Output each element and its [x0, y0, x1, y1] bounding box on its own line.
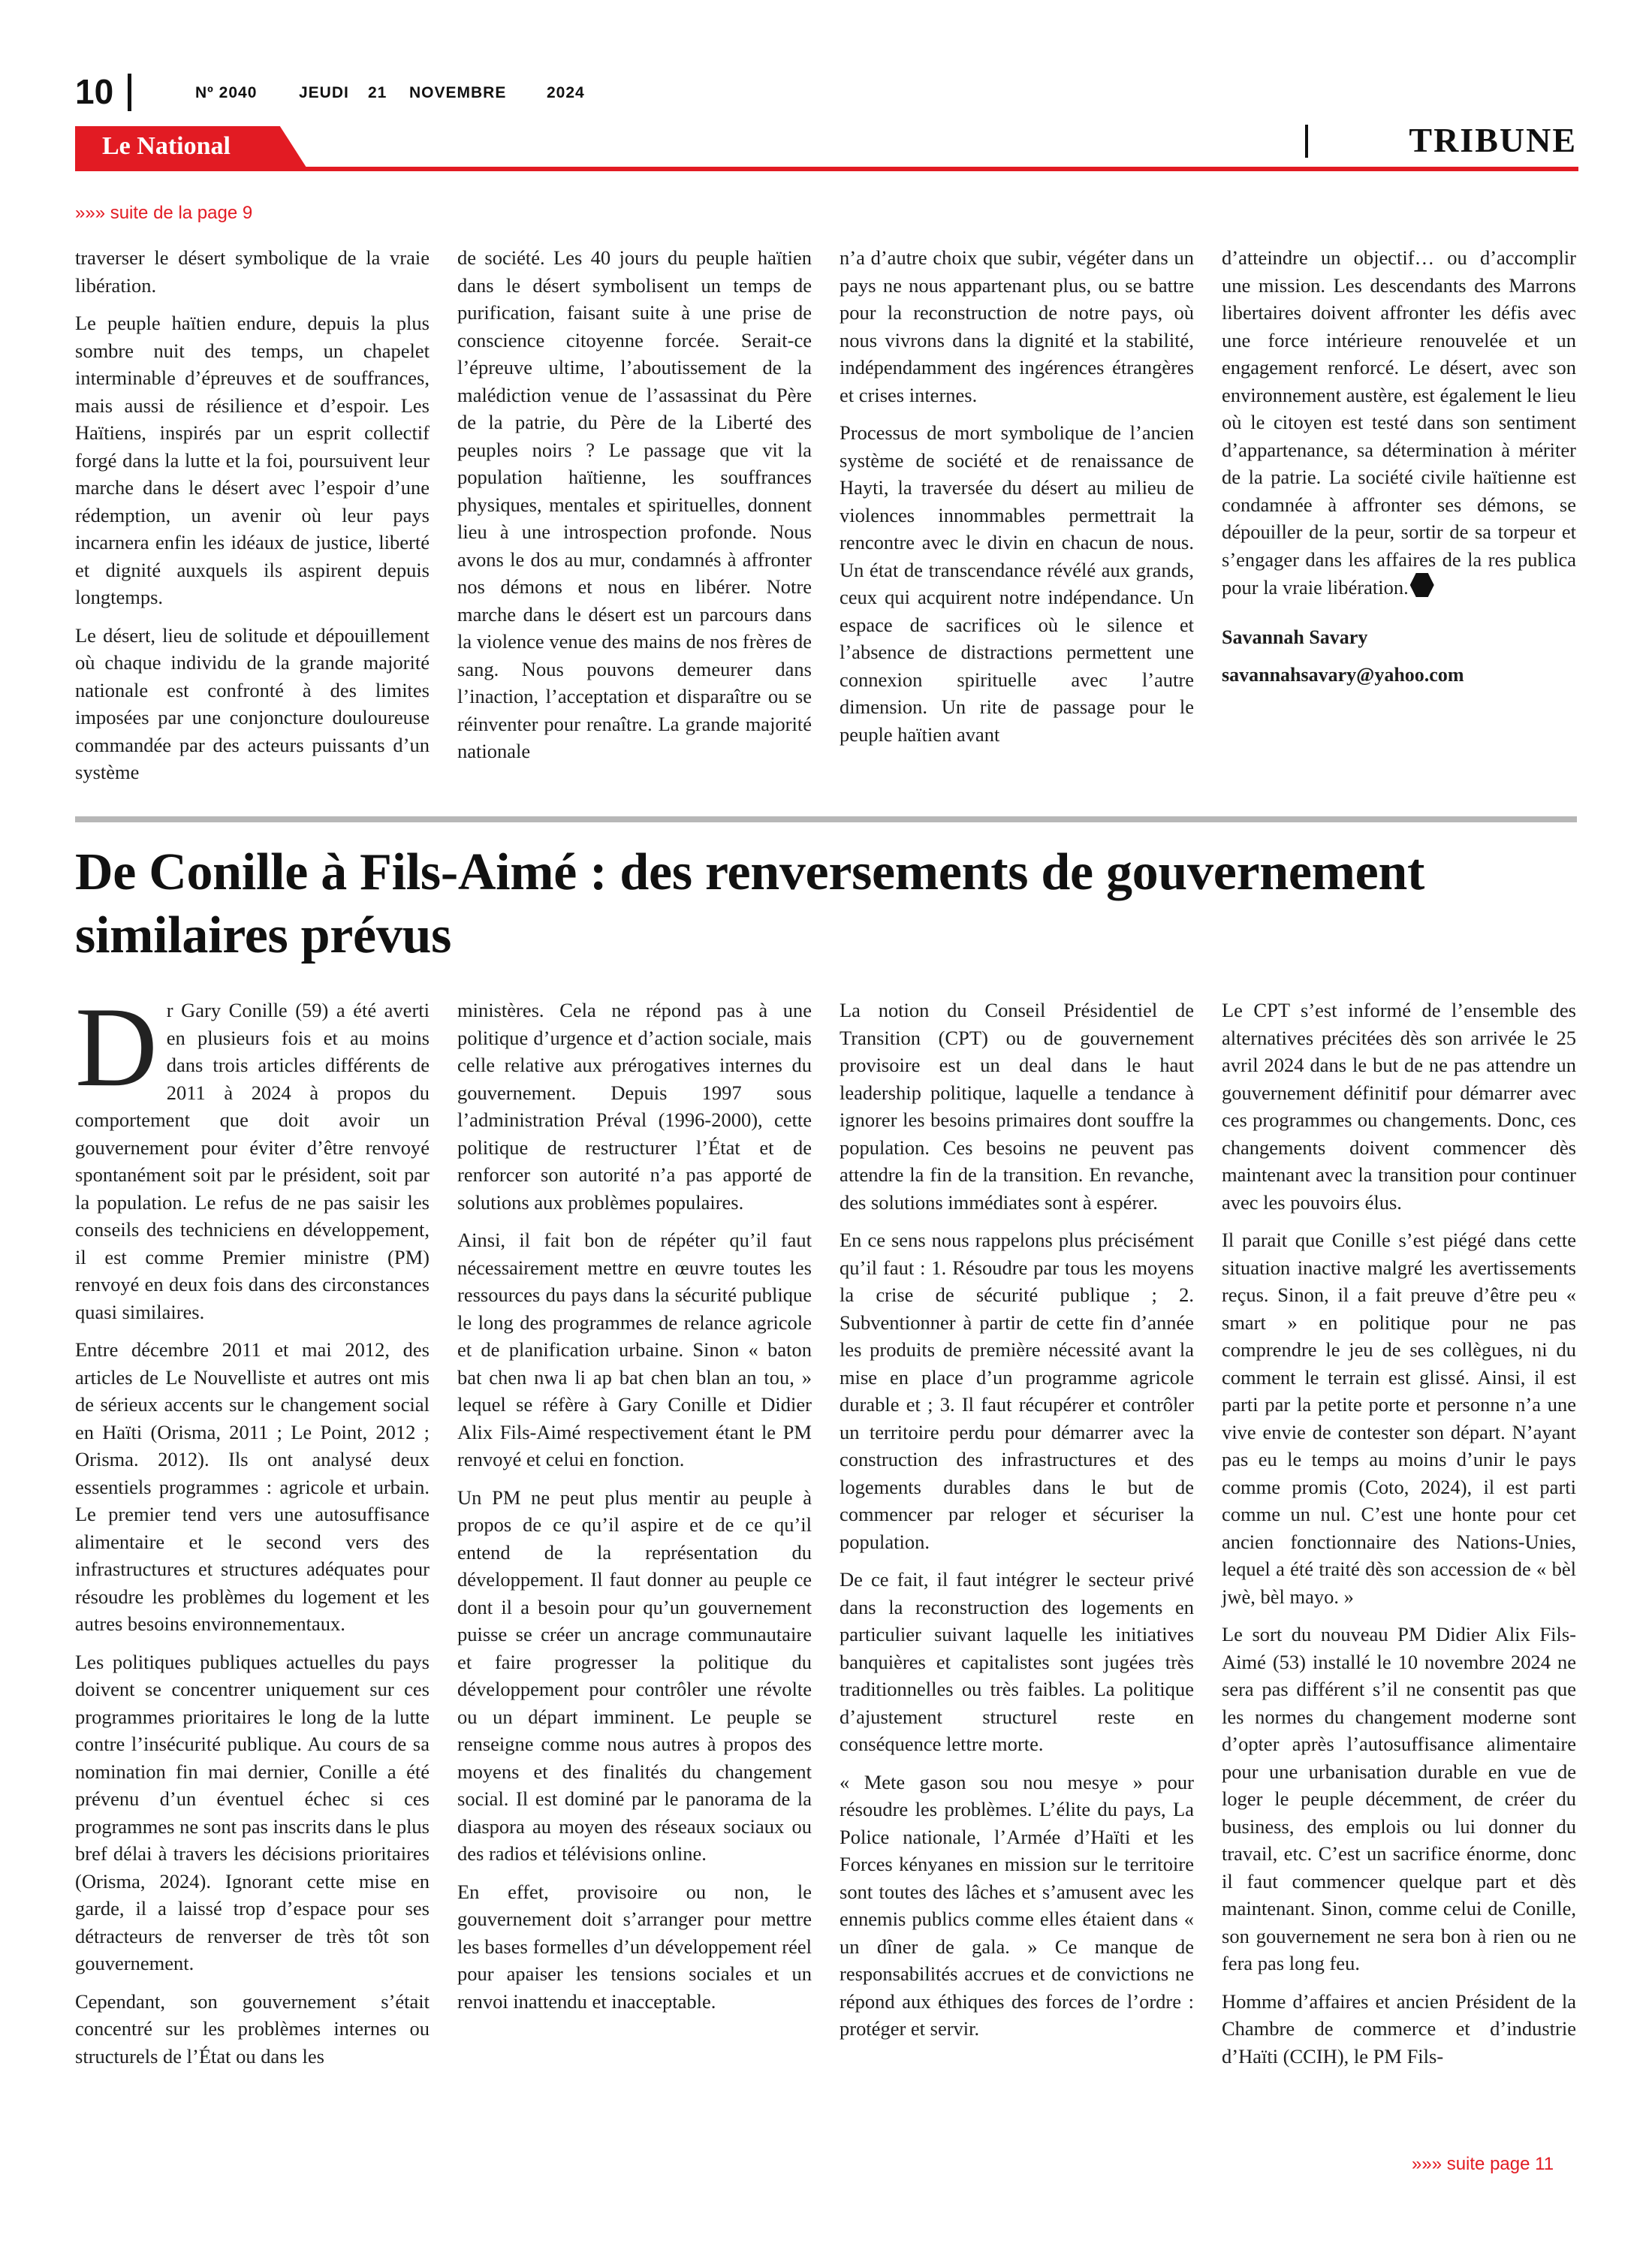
- continued-from-link[interactable]: »»» suite de la page 9: [75, 203, 253, 223]
- paragraph: Homme d’affaires et ancien Président de la Chambre de commerce et d’industrie d’Haïti (CCIH), le PM Fils-: [1222, 1989, 1576, 2068]
- issue-date: 21: [368, 84, 387, 101]
- issue-month: NOVEMBRE: [409, 84, 507, 101]
- article2-headline: De Conille à Fils-Aimé : des renversements de gouvernement similaires prévus: [75, 843, 1425, 964]
- paragraph: Processus de mort symbolique de l’ancien système de société et de renaissance de Hayti, la traversée du désert au milieu de violences innommables permettrait la rencontre avec le divin en chacun de nous. Un état de transcendance révélé aux grands, ceux qui acquirent notre indépendance. Un espace de sacrifices où le silence et l’absence de distractions permettent une connexion spirituelle avec l’autre dimension. Un rite de passage pour le peuple haïtien avant: [840, 421, 1194, 746]
- paragraph: De ce fait, il faut intégrer le secteur privé dans la reconstruction des logements en particulier suivant laquelle les initiatives banquières et capitalistes sont jugées très traditionnelles ou très faibles. La politique d’ajustement structurel reste en conséquence lettre morte.: [840, 1568, 1194, 1755]
- paragraph-text: d’atteindre un objectif… ou d’accomplir une mission. Les descendants des Marrons libertaires doivent affronter les défis avec une force intérieure renouvelée et un engagement renforcé. Le désert, avec son environnement austère, est également le lieu où le citoyen est testé dans son sentiment d’appartenance, sa détermination à mériter de la patrie. La société civile haïtienne est condamnée à affronter ses démons, se dépouiller de la peur, sortir de sa torpeur et s’engager dans les affaires de la res publica pour la vraie libération.: [1222, 246, 1576, 599]
- article1-column-3: [840, 244, 1194, 759]
- paragraph: Le sort du nouveau PM Didier Alix Fils-Aimé (53) installé le 10 novembre 2024 ne sera pas différent s’il ne consentit pas que les normes du changement moderne sont d’opter après l’autosuffisance alimentaire pour une urbanisation durable en vue de loger le peuple décemment, de créer du business, des emplois ou lui donner du travail, etc. C’est un sacrifice énorme, donc il faut commencer quelque part et dès maintenant. Sinon, comme celui de Conille, son gouvernement ne sera bon à rien ou ne fera pas long feu.: [1222, 1623, 1576, 1974]
- paragraph: n’a d’autre choix que subir, végéter dans un pays ne nous appartenant plus, ou se battre pour la reconstruction de notre pays, où nous vivrons dans la dignité et la stabilité, indépendamment des ingérences étrangères et crises internes.: [840, 246, 1194, 406]
- section-title: TRIBUNE: [1409, 121, 1577, 159]
- paragraph: ministères. Cela ne répond pas à une politique d’urgence et d’action sociale, mais celle relative aux prérogatives internes du gouvernement. Depuis 1997 sous l’administration Préval (1996-2000), cette politique de restructurer l’État et de renforcer son autorité n’a pas apporté de solutions aux problèmes populaires.: [457, 999, 812, 1214]
- article-separator: [75, 816, 1577, 822]
- paragraph: traverser le désert symbolique de la vraie libération.: [75, 246, 430, 297]
- paragraph-text: r Gary Conille (59) a été averti en plusieurs fois et au moins dans trois articles différents de 2011 à 2024 à propos du comportement que doit avoir un gouvernement pour éviter d’être renvoyé spontanément soit par le président, soit par la population. Le refus de ne pas saisir les conseils des techniciens en développement, il est comme Premier ministre (PM) renvoyé en deux fois dans des circonstances quasi similaires.: [75, 999, 430, 1323]
- paragraph: En ce sens nous rappelons plus précisément qu’il faut : 1. Résoudre par tous les moyens la crise de sécurité publique ; 2. Subventionner à partir de cette fin d’année les produits de première nécessité avant la mise en place d’un programme agricole durable et ; 3. Il faut récupérer et contrôler un territoire perdu pour démarrer avec la construction des infrastructures et des logements durables dans le but de commencer par reloger et sécuriser la population.: [840, 1229, 1194, 1553]
- paragraph: Il parait que Conille s’est piégé dans cette situation inactive malgré les avertissements reçus. Sinon, il a fait preuve d’être peu « smart » en politique pour ne pas comprendre le jeu de ses collègues, ni du comment le terrain est glissé. Ainsi, il est parti par la petite porte et personne n’a une vive envie de contester son départ. N’ayant pas eu le temps au moins d’unir le pays comme promis (Coto, 2024), il est parti comme un nul. C’est une honte pour cet ancien fonctionnaire des Nations-Unies, lequel a été traité dès son accession de « bèl jwè, bèl mayo. »: [1222, 1229, 1576, 1608]
- drop-cap: D: [75, 984, 158, 1110]
- paragraph: Cependant, son gouvernement s’était concentré sur les problèmes internes ou structurels de l’État ou dans les: [75, 1989, 430, 2068]
- article2-column-1: [75, 984, 430, 2080]
- article1-column-1: [75, 244, 430, 797]
- paragraph: Les politiques publiques actuelles du pays doivent se concentrer uniquement sur ces programmes prioritaires le long de la lutte contre l’insécurité publique. Au cours de sa nomination fin mai dernier, Conille a été prévenu d’un éventuel échec si ces programmes ne sont pas inscrits dans le plus bref délai à travers les décisions prioritaires (Orisma, 2024). Ignorant cette mise en garde, il a laissé trop d’espace pour ses détracteurs de renverser de très tôt son gouvernement.: [75, 1650, 430, 1974]
- author-email[interactable]: savannahsavary@yahoo.com: [1222, 664, 1464, 686]
- issue-day: JEUDI: [299, 84, 349, 101]
- header-red-rule: [75, 167, 1578, 171]
- article1-column-4: [1222, 244, 1576, 700]
- paragraph: Ainsi, il fait bon de répéter qu’il faut nécessairement mettre en œuvre toutes les ressources du pays dans la sécurité publique le long des programmes de relance agricole et de planification urbaine. Sinon « baton bat chen nwa li ap bat chen blan an tou, » lequel se réfère à Gary Conille et Didier Alix Fils-Aimé respectivement étant le PM renvoyé et celui en fonction.: [457, 1229, 812, 1470]
- paragraph: Le désert, lieu de solitude et dépouillement où chaque individu de la grande majorité nationale est confronté à des limites imposées par une conjoncture douloureuse commandée par des acteurs puissants d’un système: [75, 623, 430, 783]
- paragraph: [1222, 244, 1576, 602]
- paragraph: Entre décembre 2011 et mai 2012, des articles de Le Nouvelliste et autres ont mis de sérieux accents sur le changement social en Haïti (Orisma, 2011 ; Le Point, 2012 ; Orisma. 2012). Ils ont analysé deux essentiels programmes : agricole et urbain. Le premier tend vers une autosuffisance alimentaire et le second vers des infrastructures et structures adéquates pour résoudre les problèmes du logement et les autres besoins environnementaux.: [75, 1338, 430, 1635]
- issue-number: Nº 2040: [195, 84, 258, 101]
- article2-column-2: [457, 997, 812, 2025]
- issue-year: 2024: [547, 84, 585, 101]
- paragraph: Un PM ne peut plus mentir au peuple à propos de ce qu’il aspire et de ce qu’il entend de la représentation du développement. Il faut donner au peuple ce dont il a besoin pour qu’un gouvernement puisse se créer un ancrage communautaire et faire progresser la politique du développement pour contrôler une révolte ou un départ imminent. Le peuple se renseigne comme nous autres à propos des moyens et des finalités du changement social. Il est dominé par le panorama de la diaspora au moyen des réseaux sociaux ou des radios et télévisions online.: [457, 1485, 812, 1865]
- article2-column-3: [840, 997, 1194, 2053]
- paragraph: La notion du Conseil Présidentiel de Transition (CPT) ou de gouvernement provisoire est un deal dans le haut leadership politique, laquelle a tendance à ignorer les besoins primaires dont souffre la population. Ces besoins ne peuvent pas attendre la fin de la transition. En revanche, des solutions immédiates sont à espérer.: [840, 999, 1194, 1214]
- newspaper-brand: Le National: [102, 132, 231, 160]
- page-number: 10: [75, 72, 114, 111]
- article1-column-2: [457, 244, 812, 776]
- paragraph: Le peuple haïtien endure, depuis la plus sombre nuit des temps, un chapelet interminable d’épreuves et de souffrances, mais aussi de résilience et d’espoir. Les Haïtiens, inspirés par un esprit collectif forgé dans la lutte et la foi, poursuivent leur marche dans le désert avec l’espoir d’une rédemption, un avenir où leur pays incarnera enfin les idéaux de justice, liberté et dignité auxquels ils aspirent depuis longtemps.: [75, 312, 430, 608]
- paragraph: « Mete gason sou nou mesye » pour résoudre les problèmes. L’élite du pays, La Police nationale, l’Armée d’Haïti et les Forces kényanes en mission sur le territoire sont toutes des lâches et s’amusent avec les ennemis publics comme elles étaient dans « un dîner de gala. » Ce manque de responsabilités accrues et de convictions ne répond aux éthiques des forces de l’ordre : protéger et servir.: [840, 1770, 1194, 2040]
- continued-to-link[interactable]: »»» suite page 11: [1412, 2154, 1554, 2174]
- end-of-article-icon: [1410, 573, 1434, 597]
- paragraph: [75, 984, 430, 1326]
- paragraph: En effet, provisoire ou non, le gouvernement doit s’arranger pour mettre les bases formelles d’un développement réel pour apaiser les tensions sociales et un renvoi inattendu et inacceptable.: [457, 1880, 812, 2013]
- paragraph: de société. Les 40 jours du peuple haïtien dans le désert symbolisent un temps de purification, faisant suite à une prise de conscience citoyenne forcée. Serait-ce l’épreuve ultime, l’aboutissement de la malédiction venue de l’assassinat du Père de la patrie, du Père de la Liberté des peuples noirs ? Le passage que vit la population haïtienne, les souffrances physiques, mentales et spirituelles, donnent lieu à une introspection profonde. Nous avons le dos au mur, condamnés à affronter nos démons et nous en libérer. Notre marche dans le désert est un parcours dans la violence venue des mains de nos frères de sang. Nous pouvons demeurer dans l’inaction, l’acceptation et disparaître ou se réinventer pour renaître. La grande majorité nationale: [457, 246, 812, 762]
- article2-column-4: [1222, 997, 1576, 2080]
- section-divider: [1305, 125, 1308, 158]
- masthead-top: [75, 69, 1577, 114]
- author-name: Savannah Savary: [1222, 626, 1368, 648]
- paragraph: Le CPT s’est informé de l’ensemble des alternatives précitées dès son arrivée le 25 avril 2024 dans le but de ne pas attendre un gouvernement définitif pour démarrer avec ces programmes ou changements. Donc, ces changements doivent commencer dès maintenant avec la transition pour continuer avec les pouvoirs élus.: [1222, 999, 1576, 1214]
- page-number-divider: [128, 74, 131, 111]
